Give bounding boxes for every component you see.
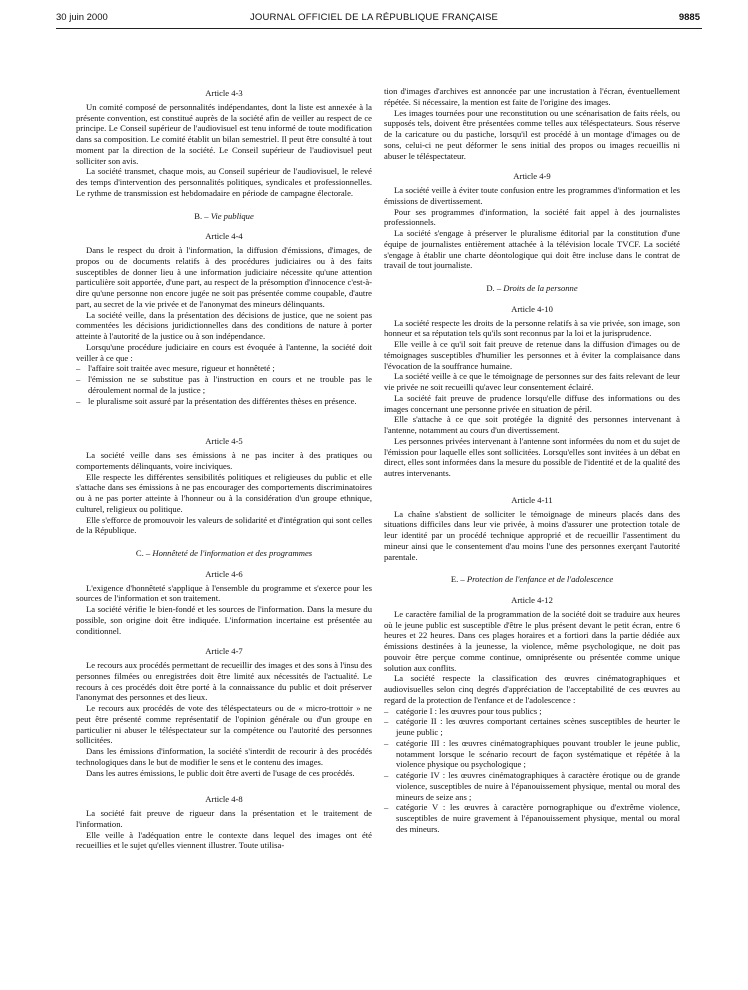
paragraph: La société fait preuve de rigueur dans la présentation et le traitement de l'information. — [76, 808, 372, 829]
list-item: – l'émission ne se substitue pas à l'instruction en cours et ne trouble pas le déroulement normal de la justice ; — [76, 374, 372, 396]
paragraph: Un comité composé de personnalités indépendantes, dont la liste est annexée à la présente convention, est constitué auprès de la société afin de veiller au respect de ce principe. Le Conseil supérieur de l'audiovisuel est tenu informé de toute modification dans sa composition. Le comité établit un bilan semestriel. Il peut être consulté à tout moment par la direction de la société. Le Conseil supérieur de l'audiovisuel peut solliciter son avis. — [76, 101, 372, 166]
section-title: Droits de la personne — [503, 283, 578, 293]
section-title: Vie publique — [210, 210, 254, 221]
section-prefix: B. – — [194, 210, 211, 221]
article-heading: Article 4-12 — [511, 595, 553, 605]
list-item: – catégorie IV : les œuvres cinématographiques à caractère érotique ou de grande violence, susceptibles de nuire à l'épanouissement physique, mental ou moral des mineurs de seize ans ; — [384, 770, 680, 802]
page-number: 9885 — [678, 12, 700, 23]
article-heading: Article 4-7 — [205, 646, 243, 657]
paragraph: Dans les émissions d'information, la société s'interdit de recourir à des procédés technologiques dans le but de modifier le sens et le contenu des images. — [76, 746, 372, 767]
paragraph: La chaîne s'abstient de solliciter le témoignage de mineurs placés dans des situations difficiles dans leur vie privée, à moins d'assurer une protection totale de leur identité par un procédé technique approprié et de recueillir l'assentiment du mineur ainsi que le consentement d'au moins l'une des personnes exerçant l'autorité parentale. — [384, 508, 680, 562]
section-title: Honnêteté de l'information et des programmes — [152, 548, 313, 558]
paragraph: La société respecte la classification des œuvres cinématographiques et audiovisuelles selon cinq degrés d'appréciation de l'acceptabilité de ces œuvres au regard de la protection de l'enfance et de l'adolescence : — [384, 673, 680, 705]
article-heading: Article 4-3 — [205, 88, 243, 98]
paragraph: La société veille, dans la présentation des décisions de justice, que ne soient pas commentées les décisions juridictionnelles dans des conditions de nature à porter atteinte à l'autorité de la justice ou à son indépendance. — [76, 309, 372, 341]
paragraph: Elle veille à ce qu'il soit fait preuve de retenue dans la diffusion d'images ou de témoignages susceptibles d'humilier les personnes et à éviter la complaisance dans l'évocation de la souffrance humaine. — [384, 339, 680, 371]
issue-date: 30 juin 2000 — [56, 12, 108, 23]
section-heading — [384, 283, 680, 294]
paragraph: La société vérifie le bien-fondé et les sources de l'information. Dans la mesure du possible, son origine doit être indiquée. L'information incertaine est présentée au conditionnel. — [76, 604, 372, 636]
paragraph: La société veille à éviter toute confusion entre les programmes d'information et les émissions de divertissement. — [384, 185, 680, 206]
paragraph: Les personnes privées intervenant à l'antenne sont informées du nom et du sujet de l'émission pour laquelle elles sont sollicitées. Lorsqu'elles sont invitées à un débat en direct, elles sont informées dans la mesure du possible de l'identité et de la qualité des autres intervenants. — [384, 435, 680, 478]
paragraph: L'exigence d'honnêteté s'applique à l'ensemble du programme et s'exerce pour les sources de l'information et son traitement. — [76, 582, 372, 604]
paragraph: La société fait preuve de prudence lorsqu'elle diffuse des informations ou des images concernant une personne privée en situation de péril. — [384, 392, 680, 414]
article-heading: Article 4-4 — [205, 231, 243, 242]
section-prefix: C. – — [135, 548, 153, 558]
paragraph: Dans le respect du droit à l'information, la diffusion d'émissions, d'images, de propos ou de documents relatifs à des procédures judiciaires ou à des faits susceptibles de donner lieu à une information judiciaire nécessite qu'une attention particulière soit apportée, d'une part, au respect de la présomption d'innocence c'est-à-dire qu'une personne non encore jugée ne soit pas présentée comme coupable, d'autre part, au secret de la vie privée et de l'anonymat des mineurs délinquants. — [76, 245, 372, 309]
paragraph: Pour ses programmes d'information, la société fait appel à des journalistes professionnels. — [384, 206, 680, 228]
paragraph: La société respecte les droits de la personne relatifs à sa vie privée, son image, son honneur et sa réputation tels qu'ils sont reconnus par la loi et la jurisprudence. — [384, 317, 680, 339]
journal-title: JOURNAL OFFICIEL DE LA RÉPUBLIQUE FRANÇAISE — [249, 12, 499, 23]
section-title: Protection de l'enfance et de l'adolescence — [466, 574, 614, 585]
paragraph: Elle s'attache à ce que soit protégée la dignité des personnes intervenant à l'antenne, notamment au cours d'un divertissement. — [384, 414, 680, 435]
article-heading: Article 4-5 — [205, 436, 243, 447]
article-heading: Article 4-9 — [513, 171, 551, 182]
paragraph: Elle respecte les différentes sensibilités politiques et religieuses du public et elle s'attache dans ses émissions à ne pas encourager des comportements discriminatoires ou à ne pas porter atteinte à l'honneur ou à la considération d'un groupe ethnique, culturel, religieux ou politique. — [76, 471, 372, 514]
section-heading — [76, 548, 372, 559]
article-heading: Article 4-6 — [205, 568, 243, 579]
list-item: – l'affaire soit traitée avec mesure, rigueur et honnêteté ; — [76, 363, 372, 374]
list-item: – catégorie II : les œuvres comportant certaines scènes susceptibles de heurter le jeune public ; — [384, 716, 680, 738]
article-heading: Article 4-10 — [511, 303, 553, 314]
paragraph: Le recours aux procédés de vote des téléspectateurs ou de « micro-trottoir » ne peut être présenté comme représentatif de l'opinion générale ou d'un groupe en particulier ni abuser le téléspectateur sur la compétence ou l'autorité des personnes sollicitées. — [76, 703, 372, 746]
paragraph: Dans les autres émissions, le public doit être averti de l'usage de ces procédés. — [86, 767, 355, 778]
paragraph: Elle veille à l'adéquation entre le contexte dans lequel des images ont été recueillies et le sujet qu'elles viennent illustrer. Toute utilisa- — [76, 829, 372, 851]
section-prefix: D. – — [486, 283, 504, 293]
paragraph: La société veille dans ses émissions à ne pas inciter à des pratiques ou comportements délinquants, voire inciviques. — [76, 450, 372, 471]
header-rule — [56, 28, 702, 29]
paragraph: Elle s'efforce de promouvoir les valeurs de solidarité et d'intégration qui sont celles de la République. — [76, 514, 372, 536]
section-heading — [384, 574, 680, 585]
section-prefix: E. – — [450, 574, 467, 585]
paragraph: Le caractère familial de la programmation de la société doit se traduire aux heures où le jeune public est susceptible d'être le plus présent devant le petit écran, entre 6 heures et 22 heures. Dans ces plages horaires et a fortiori dans la partie dédiée aux émissions destinées à la jeunesse, la violence, même psychologique, ne doit pas pouvoir être perçue comme continue, omniprésente ou présentée comme unique solution aux conflits. — [384, 608, 680, 673]
list-item: – catégorie I : les œuvres pour tous publics ; — [384, 706, 680, 717]
article-heading: Article 4-8 — [205, 794, 243, 805]
paragraph: La société veille à ce que le témoignage de personnes sur des faits relevant de leur vie privée ne soit recueilli qu'avec leur consentement éclairé. — [384, 371, 680, 392]
paragraph-continued: tion d'images d'archives est annoncée par une incrustation à l'écran, éventuellement répétée. Si nécessaire, la mention est faite de l'origine des images. — [384, 86, 680, 107]
left-column — [76, 88, 372, 851]
running-header — [0, 0, 748, 34]
section-heading — [76, 211, 372, 222]
article-heading: Article 4-11 — [511, 494, 553, 505]
right-column — [384, 86, 680, 835]
paragraph: La société transmet, chaque mois, au Conseil supérieur de l'audiovisuel, le relevé des temps d'intervention des personnalités politiques, syndicales et professionnelles. Le rythme de transmission est hebdomadaire en période de campagne électorale. — [76, 166, 372, 198]
list-item: – catégorie V : les œuvres à caractère pornographique ou d'extrême violence, susceptibles de nuire gravement à l'épanouissement physique, mental ou moral des mineurs. — [384, 802, 680, 834]
dash-list — [76, 363, 372, 406]
list-item: – catégorie III : les œuvres cinématographiques pouvant troubler le jeune public, notamment lorsque le scénario recourt de façon systématique et répétée à la violence physique ou psychologique ; — [384, 738, 680, 770]
paragraph: Le recours aux procédés permettant de recueillir des images et des sons à l'insu des personnes filmées ou enregistrées doit être limité aux nécessités de l'actualité. Le recours à ces procédés doit être porté à la connaissance du public et doit préserver l'anonymat des personnes et des lieux. — [76, 660, 372, 703]
paragraph: La société s'engage à préserver le pluralisme éditorial par la constitution d'une équipe de journalistes entièrement attachée à la télévision locale TVCF. La société s'engage à établir une charte déontologique qui doit être incluse dans le contrat de travail de tout journaliste. — [384, 228, 680, 271]
dash-list — [384, 706, 680, 835]
paragraph: Lorsqu'une procédure judiciaire en cours est évoquée à l'antenne, la société doit veiller à ce que : — [76, 341, 372, 363]
list-item: – le pluralisme soit assuré par la présentation des différentes thèses en présence. — [76, 396, 372, 407]
paragraph: Les images tournées pour une reconstitution ou une scénarisation de faits réels, ou supposés tels, doivent être présentées comme telles aux téléspectateurs. Sous réserve de la caricature ou du pastiche, lorsqu'il est procédé à un montage d'images ou de sons, celui-ci ne peut déformer le sens initial des propos ou images recueillis ni abuser le téléspectateur. — [384, 107, 680, 161]
